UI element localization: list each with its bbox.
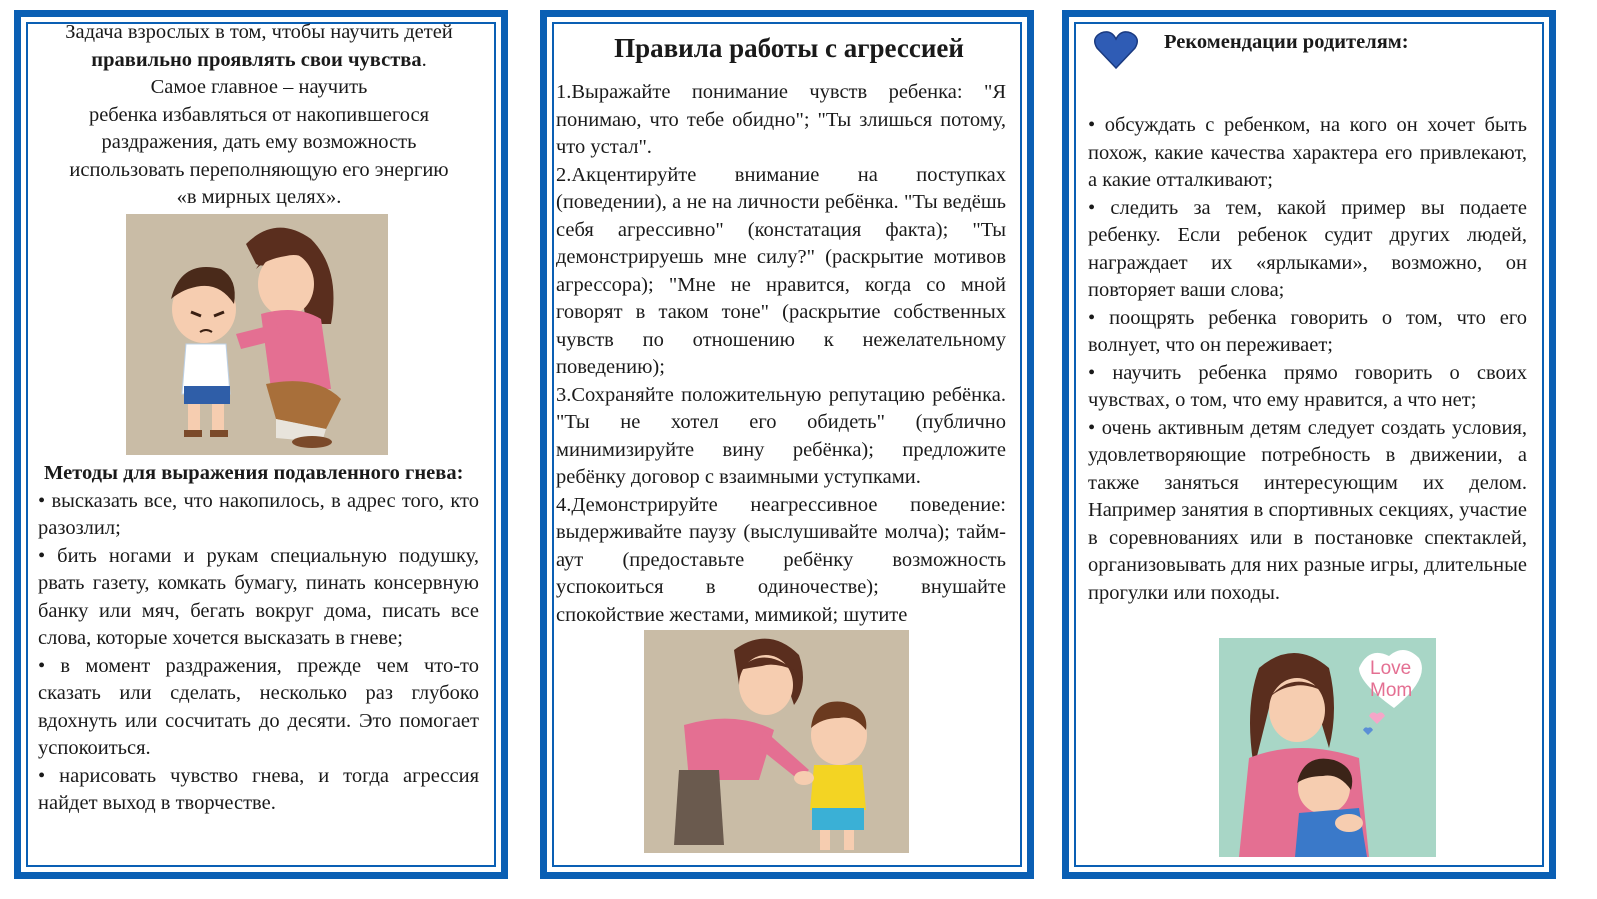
rule-item-1: 1.Выражайте понимание чувств ребенка: "Я понимаю, что тебе обидно"; "Ты злишься потому, что устал". [556, 81, 1006, 158]
methods-list [38, 488, 479, 818]
rules-list [556, 79, 1006, 629]
intro-part-2: . [421, 48, 427, 71]
mom-text: Mom [1370, 680, 1413, 701]
illustration-angry-boy-and-mother [126, 214, 388, 455]
methods-item-1: • высказать все, что накопилось, в адрес того, кто разозлил; [38, 489, 479, 539]
intro-line-1 [26, 19, 492, 74]
recommendation-item-1: • обсуждать с ребенком, на кого он хочет быть похож, какие качества характера его привлекают, а какие отталкивают; [1088, 114, 1527, 191]
methods-item-2: • бить ногами и рукам специальную подушку, рвать газету, комкать бумагу, пинать консервную банку или мяч, бегать вокруг дома, писать все слова, которые хочется высказать в гневе; [38, 544, 479, 649]
illustration-love-mom-hug [1219, 638, 1436, 857]
intro-line-2: Самое главное – научить [150, 76, 368, 98]
illustration-mother-greeting-boy [644, 630, 909, 853]
intro-line-5: использовать переполняющую его энергию [69, 158, 449, 181]
recommendation-item-3: • поощрять ребенка говорить о том, что его волнует, что он переживает; [1088, 306, 1527, 356]
recommendation-item-2: • следить за тем, какой пример вы подаете ребенку. Если ребенок судит других людей, награждает их «ярлыками», возможно, он повторяет ваши слова; [1088, 196, 1527, 301]
recommendations-list [1088, 112, 1527, 607]
intro-part-1: Задача взрослых в том, чтобы научить детей [65, 21, 453, 43]
recommendation-item-4: • научить ребенка прямо говорить о своих чувствах, о том, что ему нравится, а что нет; [1088, 361, 1527, 411]
intro-text [26, 19, 492, 212]
methods-heading: Методы для выражения подавленного гнева: [44, 462, 464, 484]
intro-line-4: раздражения, дать ему возможность [101, 131, 417, 153]
recommendations-heading: Рекомендации родителям: [1164, 31, 1409, 53]
methods-section [38, 460, 479, 818]
love-text: Love [1370, 658, 1412, 679]
heart-icon [1093, 30, 1139, 70]
intro-line-6: «в мирных целях». [176, 186, 342, 208]
rules-title: Правила работы с агрессией [614, 33, 964, 63]
methods-item-3: • в момент раздражения, прежде чем что-то сказать или сделать, несколько раз глубоко вдохнуть или сосчитать до десяти. Это помогает успокоиться. [38, 654, 479, 759]
rule-item-4: 4.Демонстрируйте неагрессивное поведение: выдерживайте паузу (выслушивайте молча); тайм-аут (предоставьте ребёнку возможность успокоиться в одиночестве); внушайте спокойствие жестами, мимикой; шутите [556, 493, 1006, 626]
intro-bold: правильно проявлять свои чувства [91, 48, 422, 71]
rule-item-2: 2.Акцентируйте внимание на поступках (поведении), а не на личности ребёнка. "Ты ведёшь себя агрессивно" (констатация факта); "Ты демонстрируешь мне силу?" (раскрытие мотивов агрессора); "Мне не нравится, когда со мной говорят в таком тоне" (раскрытие собственных чувств по отношению к нежелательному поведению); [556, 163, 1006, 378]
methods-item-4: • нарисовать чувство гнева, и тогда агрессия найдет выход в творчестве. [38, 764, 479, 814]
rule-item-3: 3.Сохраняйте положительную репутацию ребёнка. "Ты не хотел его обидеть" (публично минимизируйте вину ребёнка); предложите ребёнку договор с взаимными уступками. [556, 383, 1006, 488]
recommendation-item-5: • очень активным детям следует создать условия, удовлетворяющие потребность в движении, а также заняться интересующим их делом. Например занятия в спортивных секциях, участие в соревнованиях или в постановке спектаклей, организовывать для них разные игры, длительные прогулки или походы. [1088, 416, 1527, 604]
intro-line-3: ребенка избавляться от накопившегося [88, 103, 430, 126]
